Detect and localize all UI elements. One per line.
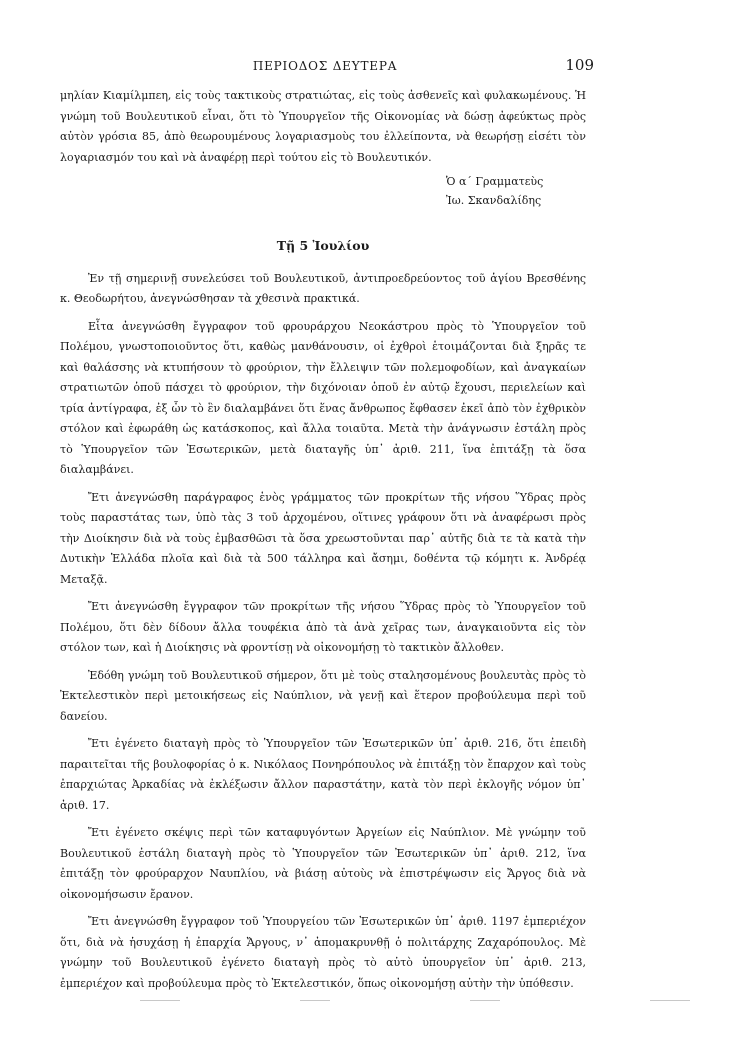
minutes-paragraph: Ἐδόθη γνώμη τοῦ Βουλευτικοῦ σήμερον, ὅτι μὲ τοὺς σταλησομένους βουλευτὰς πρὸς τὸ Ἐκτελεστικὸν περὶ μετοικήσεως εἰς Ναύπλιον, νὰ γενῇ καὶ ἕτερον προβούλευμα περὶ τοῦ δανείου. — [60, 668, 586, 723]
scan-artifact-rule — [470, 1000, 500, 1001]
running-title: ΠΕΡΙΟΔΟΣ ΔΕΥΤΕΡΑ — [252, 59, 398, 73]
scan-artifact-rule — [650, 1000, 690, 1001]
minutes-paragraph: Ἔτι ἐγένετο διαταγὴ πρὸς τὸ Ὑπουργεῖον τῶν Ἐσωτερικῶν ὑπ᾽ ἀριθ. 216, ὅτι ἐπειδὴ παραιτεῖται τῆς βουλοφορίας ὁ κ. Νικόλαος Πονηρόπουλος νὰ ἐπιτάξῃ τὸν ἔπαρχον καὶ τοὺς ἐπαρχιώτας Ἀρκαδίας νὰ ἐκλέξωσιν ἄλλον παραστάτην, κατὰ τὸν περὶ ἐκλογῆς νόμον ὑπ᾽ ἀριθ. 17. — [60, 737, 586, 812]
signature-block — [60, 172, 586, 210]
page-body — [60, 86, 586, 994]
page-number: 109 — [565, 56, 594, 74]
minutes-paragraph: Ἐν τῇ σημερινῇ συνελεύσει τοῦ Βουλευτικοῦ, ἀντιπροεδρεύοντος τοῦ ἁγίου Βρεσθένης κ. Θεοδωρήτου, ἀνεγνώσθησαν τὰ χθεσινὰ πρακτικά. — [60, 271, 586, 305]
signature-name: Ἰω. Σκανδαλίδης — [446, 194, 542, 207]
page-header — [60, 56, 594, 76]
scan-artifact-rule — [300, 1000, 330, 1001]
minutes-paragraph: Ἔτι ἀνεγνώσθη ἔγγραφον τῶν προκρίτων τῆς νήσου Ὕδρας πρὸς τὸ Ὑπουργεῖον τοῦ Πολέμου, ὅτι δὲν δίδουν ἄλλα τουφέκια ἀπὸ τὰ ἀνὰ χεῖρας των, ἀναγκαιοῦντα εἰς τὸν στόλον των, καὶ ἡ Διοίκησις νὰ φροντίσῃ νὰ οἰκονομήσῃ τὸ τακτικὸν ἄλλοθεν. — [60, 600, 586, 654]
intro-paragraph: μηλίαν Κιαμίλμπεη, εἰς τοὺς τακτικοὺς στρατιώτας, εἰς τοὺς ἀσθενεῖς καὶ φυλακωμένους. Ἡ γνώμη τοῦ Βουλευτικοῦ εἶναι, ὅτι τὸ Ὑπουργεῖον τῆς Οἰκονομίας νὰ δώσῃ ἀφεύκτως πρὸς αὐτὸν γρόσια 85, ἀπὸ θεωρουμένους λογαριασμοὺς του ἐλλείποντα, νὰ θεωρήσῃ εἰσέτι τὸν λογαριασμόν του καὶ νὰ ἀναφέρῃ περὶ τούτου εἰς τὸ Βουλευτικόν. — [60, 89, 586, 164]
minutes-paragraph: Ἔτι ἀνεγνώσθη ἔγγραφον τοῦ Ὑπουργείου τῶν Ἐσωτερικῶν ὑπ᾽ ἀριθ. 1197 ἐμπεριέχον ὅτι, διὰ νὰ ἡσυχάσῃ ἡ ἐπαρχία Ἄργους, ν᾽ ἀπομακρυνθῇ ὁ πολιτάρχης Ζαχαρόπουλος. Μὲ γνώμην τοῦ Βουλευτικοῦ ἐγένετο διαταγὴ πρὸς τὸ αὐτὸ ὑπουργεῖον ὑπ᾽ ἀριθ. 213, ἐμπεριέχον καὶ προβούλευμα πρὸς τὸ Ἐκτελεστικόν, ὅπως οἰκονομήσῃ αὐτὴν τὴν ὑπόθεσιν. — [60, 915, 586, 990]
session-date-heading: Τῇ 5 Ἰουλίου — [276, 238, 370, 253]
minutes-paragraph: Ἔτι ἐγένετο σκέψις περὶ τῶν καταφυγόντων Ἀργείων εἰς Ναύπλιον. Μὲ γνώμην τοῦ Βουλευτικοῦ ἐστάλη διαταγὴ πρὸς τὸ Ὑπουργεῖον τῶν Ἐσωτερικῶν ὑπ᾽ ἀριθ. 212, ἵνα ἐπιτάξῃ τὸν φρούραρχον Ναυπλίου, νὰ βιάσῃ αὐτοὺς νὰ ἐπιστρέψωσιν εἰς Ἄργος διὰ νὰ οἰκονομήσωσιν ἔρανον. — [60, 826, 586, 901]
minutes-paragraph: Εἶτα ἀνεγνώσθη ἔγγραφον τοῦ φρουράρχου Νεοκάστρου πρὸς τὸ Ὑπουργεῖον τοῦ Πολέμου, γνωστοποιοῦντος ὅτι, καθὼς μανθάνουσιν, οἱ ἐχθροὶ ἑτοιμάζονται διὰ ξηρᾶς τε καὶ θαλάσσης νὰ κτυπήσουν τὸ φρούριον, τὴν ἔλλειψιν τῶν πολεμοφοδίων, καὶ ἀναγκαίων στρατιωτῶν ὁποῦ πάσχει τὸ φρούριον, τὴν διχόνοιαν ὁποῦ ἐν αὐτῷ ἔχουσι, περιελείων καὶ τρία ἀντίγραφα, ἐξ ὧν τὸ ἓν διαλαμβάνει ὅτι ἕνας ἄνθρωπος ἔφθασεν ἐκεῖ ἀπὸ τὸν ἐχθρικὸν στόλον καὶ ἐφωράθη ὡς κατάσκοπος, καὶ ἄλλα τοιαῦτα. Μετὰ τὴν ἀνάγνωσιν ἐστάλη πρὸς τὸ Ὑπουργεῖον τῶν Ἐσωτερικῶν, μετὰ διαταγῆς ὑπ᾽ ἀριθ. 211, ἵνα ἐπιτάξῃ τὰ ὅσα διαλαμβάνει. — [60, 319, 586, 476]
minutes-paragraph: Ἔτι ἀνεγνώσθη παράγραφος ἑνὸς γράμματος τῶν προκρίτων τῆς νήσου Ὕδρας πρὸς τοὺς παραστάτας των, ὑπὸ τὰς 3 τοῦ ἀρχομένου, οἵτινες γράφουν ὅτι νὰ ἀναφέρωσι πρὸς τὴν Διοίκησιν διὰ νὰ τοὺς ἐμβασθῶσι τὰ ὅσα χρεωστοῦνται παρ᾽ αὐτῆς διὰ τε τὰ κατὰ τὴν Δυτικὴν Ἑλλάδα πλοῖα καὶ διὰ τὰ 500 τάλληρα καὶ ἄσημι, δοθέντα τῷ κόμητι κ. Ἀνδρέᾳ Μεταξᾷ. — [60, 490, 586, 586]
scan-artifact-rule — [140, 1000, 180, 1001]
signature-title: Ὁ α´ Γραμματεὺς — [446, 175, 544, 188]
